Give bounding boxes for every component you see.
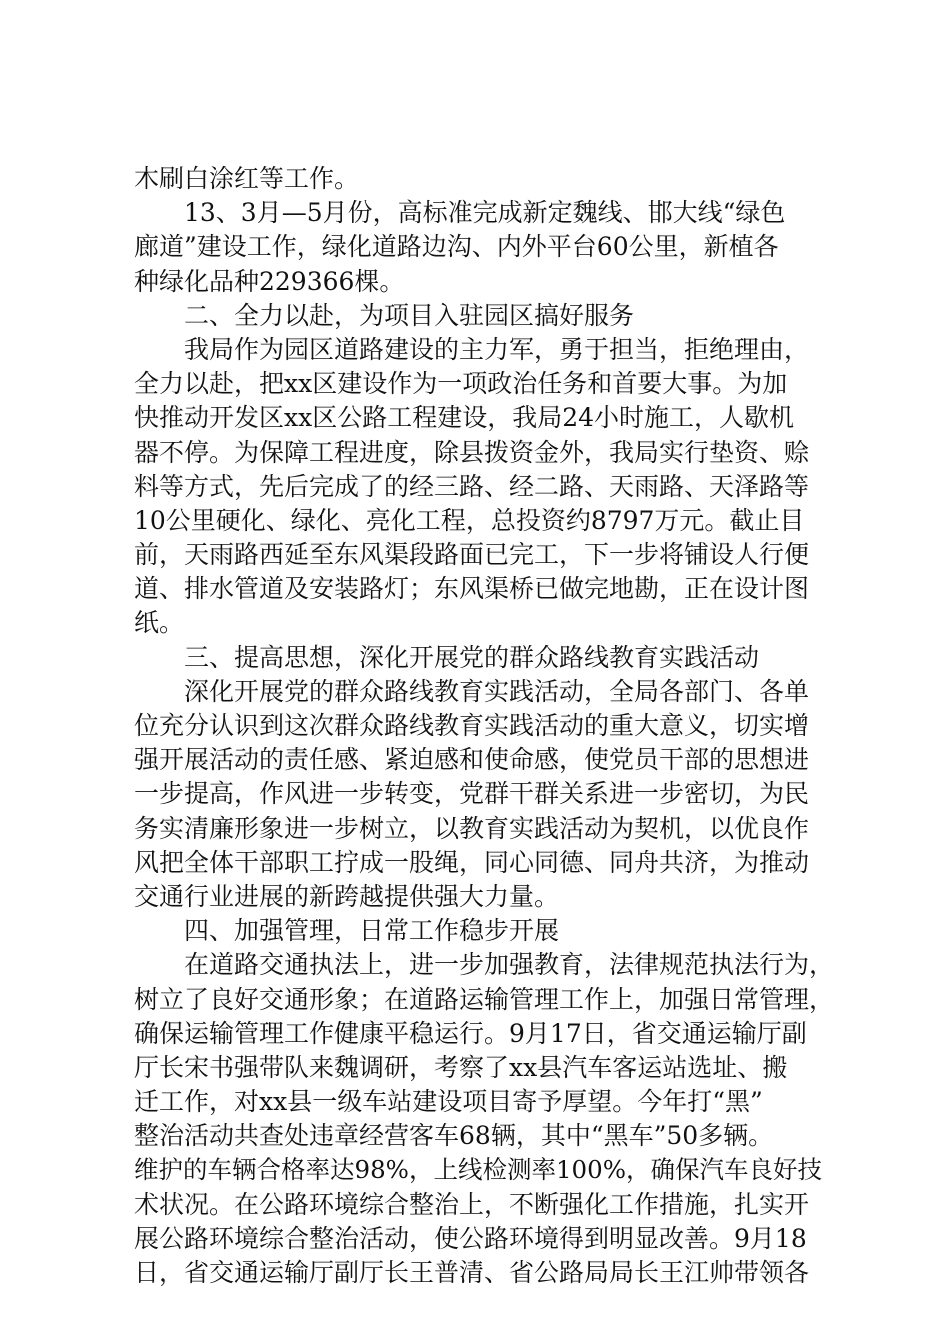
- text-line: 确保运输管理工作健康平稳运行。9月17日，省交通运输厅副: [134, 1018, 807, 1048]
- text-line: 位充分认识到这次群众路线教育实践活动的重大意义，切实增: [134, 711, 810, 740]
- text-line: 维护的车辆合格率达98%，上线检测率100%，确保汽车良好技: [134, 1155, 822, 1185]
- text-line: 术状况。在公路环境综合整治上，不断强化工作措施，扎实开: [134, 1189, 810, 1219]
- text-line: 日，省交通运输厅副厅长王普清、省公路局局长王江帅带领各: [134, 1258, 810, 1287]
- text-line: 树立了良好交通形象；在道路运输管理工作上，加强日常管理，: [134, 984, 835, 1014]
- document-body: [134, 162, 834, 1290]
- text-line: 13、3月—5月份，高标准完成新定魏线、邯大线“绿色: [184, 198, 786, 228]
- text-line: 料等方式，先后完成了的经三路、经二路、天雨路、天泽路等: [134, 471, 810, 501]
- text-line: 一步提高，作风进一步转变，党群干群关系进一步密切，为民: [134, 779, 810, 809]
- text-line: 种绿化品种229366棵。: [134, 266, 405, 296]
- text-line: 务实清廉形象进一步树立，以教育实践活动为契机，以优良作: [134, 813, 810, 843]
- text-line: 前，天雨路西延至东风渠段路面已完工，下一步将铺设人行便: [134, 540, 810, 570]
- text-line: 器不停。为保障工程进度，除县拨资金外，我局实行垫资、赊: [134, 437, 810, 467]
- text-line: 四、加强管理，日常工作稳步开展: [184, 916, 560, 946]
- text-line: 10公里硬化、绿化、亮化工程，总投资约8797万元。截止目: [134, 505, 805, 535]
- text-line: 交通行业进展的新跨越提供强大力量。: [134, 881, 560, 911]
- text-line: 全力以赴，把xx区建设作为一项政治任务和首要大事。为加: [134, 369, 788, 399]
- text-line: 整治活动共查处违章经营客车68辆，其中“黑车”50多辆。: [134, 1121, 774, 1151]
- text-line: 深化开展党的群众路线教育实践活动，全局各部门、各单: [184, 676, 810, 706]
- text-line: 二、全力以赴，为项目入驻园区搞好服务: [184, 300, 635, 330]
- text-line: 道、排水管道及安装路灯；东风渠桥已做完地勘，正在设计图: [134, 574, 810, 604]
- text-line: 强开展活动的责任感、紧迫感和使命感，使党员干部的思想进: [134, 745, 810, 775]
- text-line: 木刷白涂红等工作。: [134, 164, 360, 193]
- text-line: 展公路环境综合整治活动，使公路环境得到明显改善。9月18: [134, 1223, 807, 1253]
- text-line: 迁工作，对xx县一级车站建设项目寄予厚望。今年打“黑”: [134, 1087, 763, 1117]
- text-line: 在道路交通执法上，进一步加强教育，法律规范执法行为，: [184, 950, 835, 980]
- text-line: 我局作为园区道路建设的主力军，勇于担当，拒绝理由，: [184, 334, 810, 364]
- text-line: 廊道”建设工作，绿化道路边沟、内外平台60公里，新植各: [134, 232, 779, 262]
- text-line: 风把全体干部职工拧成一股绳，同心同德、同舟共济，为推动: [134, 847, 810, 877]
- text-line: 纸。: [134, 608, 185, 638]
- text-line: 快推动开发区xx区公路工程建设，我局24小时施工，人歇机: [134, 403, 795, 433]
- text-line: 厅长宋书强带队来魏调研，考察了xx县汽车客运站选址、搬: [134, 1052, 788, 1082]
- text-line: 三、提高思想，深化开展党的群众路线教育实践活动: [184, 642, 760, 672]
